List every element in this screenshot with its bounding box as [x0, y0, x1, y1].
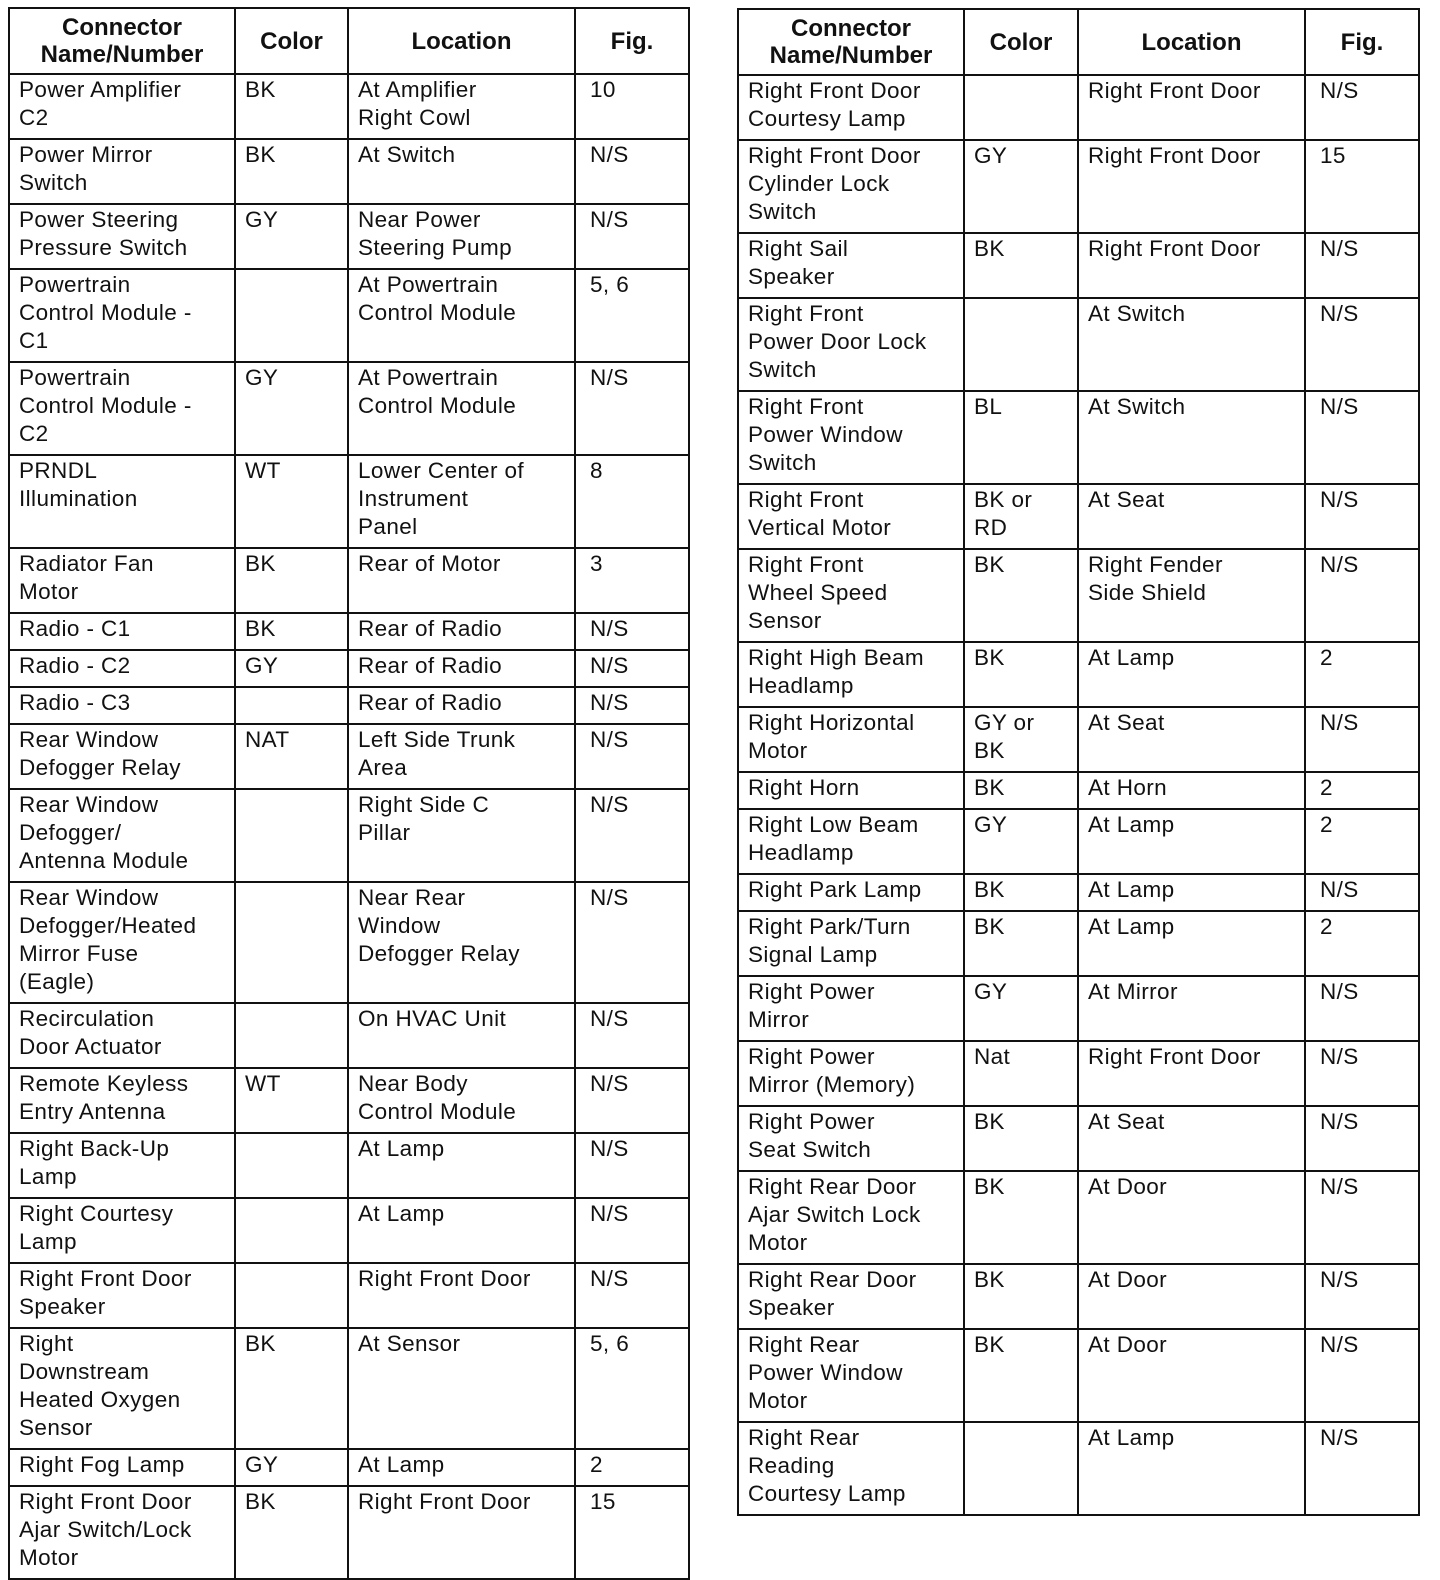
location-cell: Right Side C Pillar	[348, 789, 575, 882]
fig-cell: 2	[1305, 642, 1419, 707]
color-cell: BL	[964, 391, 1078, 484]
connector-name-cell: Right Front Door Speaker	[9, 1263, 235, 1328]
table-row	[9, 882, 689, 1003]
location-cell: Rear of Radio	[348, 687, 575, 724]
connector-name-cell: Radiator Fan Motor	[9, 548, 235, 613]
connector-name-cell: Right Front Power Door Lock Switch	[738, 298, 964, 391]
fig-cell: 5, 6	[575, 1328, 689, 1449]
color-cell	[235, 1263, 348, 1328]
fig-cell: N/S	[1305, 298, 1419, 391]
fig-cell: N/S	[575, 724, 689, 789]
fig-cell: N/S	[575, 789, 689, 882]
table-row	[9, 687, 689, 724]
location-cell: At Switch	[348, 139, 575, 204]
connector-name-cell: Power Amplifier C2	[9, 74, 235, 139]
table-row	[738, 707, 1419, 772]
connector-name-cell: Right Low Beam Headlamp	[738, 809, 964, 874]
location-cell: At Lamp	[1078, 874, 1305, 911]
connector-name-cell: Right Fog Lamp	[9, 1449, 235, 1486]
table-row	[738, 75, 1419, 140]
color-cell: BK	[964, 642, 1078, 707]
table-row	[738, 140, 1419, 233]
location-cell: Rear of Radio	[348, 613, 575, 650]
color-cell	[235, 269, 348, 362]
color-cell: BK	[964, 1171, 1078, 1264]
connector-name-cell: Right Rear Door Ajar Switch Lock Motor	[738, 1171, 964, 1264]
fig-cell: N/S	[1305, 1422, 1419, 1515]
connector-name-cell: PRNDL Illumination	[9, 455, 235, 548]
fig-cell: N/S	[1305, 1041, 1419, 1106]
fig-cell: N/S	[1305, 75, 1419, 140]
location-cell: Right Front Door	[348, 1486, 575, 1579]
table-row	[9, 455, 689, 548]
table-row	[9, 1198, 689, 1263]
connector-name-cell: Right Courtesy Lamp	[9, 1198, 235, 1263]
connector-name-cell: Right Rear Reading Courtesy Lamp	[738, 1422, 964, 1515]
location-cell: At Lamp	[1078, 809, 1305, 874]
color-cell: GY	[235, 650, 348, 687]
color-cell: BK	[964, 911, 1078, 976]
connector-name-cell: Radio - C2	[9, 650, 235, 687]
location-cell: At Switch	[1078, 391, 1305, 484]
connector-table-left	[8, 7, 690, 1580]
table-row	[9, 724, 689, 789]
table-row	[738, 233, 1419, 298]
location-cell: At Mirror	[1078, 976, 1305, 1041]
header-fig: Fig.	[575, 8, 689, 74]
table-row	[738, 976, 1419, 1041]
table-row	[738, 911, 1419, 976]
location-cell: Lower Center of Instrument Panel	[348, 455, 575, 548]
table-row	[738, 1329, 1419, 1422]
fig-cell: N/S	[1305, 233, 1419, 298]
connector-name-cell: Powertrain Control Module - C2	[9, 362, 235, 455]
table-row	[9, 1486, 689, 1579]
color-cell: GY or BK	[964, 707, 1078, 772]
connector-name-cell: Right High Beam Headlamp	[738, 642, 964, 707]
fig-cell: 15	[575, 1486, 689, 1579]
fig-cell: N/S	[575, 1133, 689, 1198]
location-cell: At Lamp	[1078, 1422, 1305, 1515]
location-cell: Left Side Trunk Area	[348, 724, 575, 789]
location-cell: Right Front Door	[348, 1263, 575, 1328]
location-cell: At Lamp	[1078, 911, 1305, 976]
color-cell: BK	[964, 233, 1078, 298]
table-row	[738, 484, 1419, 549]
fig-cell: N/S	[575, 362, 689, 455]
location-cell: At Horn	[1078, 772, 1305, 809]
color-cell	[964, 298, 1078, 391]
color-cell: GY	[235, 204, 348, 269]
table-row	[738, 391, 1419, 484]
table-row	[738, 1264, 1419, 1329]
location-cell: At Lamp	[348, 1449, 575, 1486]
connector-name-cell: Right Front Door Ajar Switch/Lock Motor	[9, 1486, 235, 1579]
fig-cell: 3	[575, 548, 689, 613]
fig-cell: N/S	[575, 139, 689, 204]
connector-name-cell: Right Power Mirror	[738, 976, 964, 1041]
color-cell	[235, 1003, 348, 1068]
table-row	[9, 362, 689, 455]
table-row	[9, 1133, 689, 1198]
fig-cell: 8	[575, 455, 689, 548]
table-row	[738, 1106, 1419, 1171]
connector-name-cell: Rear Window Defogger/ Antenna Module	[9, 789, 235, 882]
table-row	[9, 204, 689, 269]
color-cell: BK	[235, 613, 348, 650]
connector-name-cell: Rear Window Defogger/Heated Mirror Fuse (Eagle)	[9, 882, 235, 1003]
header-location: Location	[1078, 9, 1305, 75]
connector-name-cell: Right Front Wheel Speed Sensor	[738, 549, 964, 642]
location-cell: At Seat	[1078, 484, 1305, 549]
location-cell: At Seat	[1078, 707, 1305, 772]
fig-cell: 2	[1305, 772, 1419, 809]
table-row	[738, 1422, 1419, 1515]
table-row	[738, 642, 1419, 707]
location-cell: Near Rear Window Defogger Relay	[348, 882, 575, 1003]
location-cell: Rear of Radio	[348, 650, 575, 687]
location-cell: Near Power Steering Pump	[348, 204, 575, 269]
color-cell	[964, 1422, 1078, 1515]
connector-name-cell: Right Front Vertical Motor	[738, 484, 964, 549]
color-cell: GY	[235, 1449, 348, 1486]
fig-cell: N/S	[1305, 707, 1419, 772]
fig-cell: N/S	[1305, 484, 1419, 549]
color-cell: BK	[235, 548, 348, 613]
location-cell: At Lamp	[1078, 642, 1305, 707]
color-cell: BK	[235, 1486, 348, 1579]
location-cell: At Powertrain Control Module	[348, 362, 575, 455]
location-cell: Right Fender Side Shield	[1078, 549, 1305, 642]
table-row	[9, 74, 689, 139]
fig-cell: 2	[1305, 809, 1419, 874]
fig-cell: N/S	[575, 1198, 689, 1263]
fig-cell: N/S	[575, 687, 689, 724]
table-row	[738, 874, 1419, 911]
connector-name-cell: Right Front Door Cylinder Lock Switch	[738, 140, 964, 233]
color-cell: BK	[964, 772, 1078, 809]
table-row	[9, 1068, 689, 1133]
location-cell: At Lamp	[348, 1133, 575, 1198]
header-fig: Fig.	[1305, 9, 1419, 75]
connector-name-cell: Right Sail Speaker	[738, 233, 964, 298]
location-cell: At Lamp	[348, 1198, 575, 1263]
table-row	[738, 809, 1419, 874]
connector-name-cell: Right Front Power Window Switch	[738, 391, 964, 484]
color-cell: WT	[235, 1068, 348, 1133]
fig-cell: N/S	[575, 613, 689, 650]
location-cell: Right Front Door	[1078, 233, 1305, 298]
fig-cell: N/S	[575, 1263, 689, 1328]
fig-cell: N/S	[1305, 976, 1419, 1041]
color-cell: NAT	[235, 724, 348, 789]
fig-cell: N/S	[575, 204, 689, 269]
fig-cell: N/S	[1305, 1329, 1419, 1422]
table-body-right	[738, 75, 1419, 1515]
connector-name-cell: Right Rear Door Speaker	[738, 1264, 964, 1329]
table-row	[9, 548, 689, 613]
fig-cell: 5, 6	[575, 269, 689, 362]
table-row	[9, 269, 689, 362]
table-row	[738, 298, 1419, 391]
location-cell: Rear of Motor	[348, 548, 575, 613]
connector-table-right	[737, 8, 1420, 1516]
color-cell: BK	[235, 139, 348, 204]
connector-name-cell: Power Mirror Switch	[9, 139, 235, 204]
fig-cell: N/S	[1305, 549, 1419, 642]
fig-cell: N/S	[1305, 1171, 1419, 1264]
connector-name-cell: Right Front Door Courtesy Lamp	[738, 75, 964, 140]
color-cell: BK	[235, 74, 348, 139]
table-row	[738, 1171, 1419, 1264]
location-cell: At Seat	[1078, 1106, 1305, 1171]
table-header-row	[9, 8, 689, 74]
connector-name-cell: Right Park Lamp	[738, 874, 964, 911]
color-cell: GY	[964, 809, 1078, 874]
connector-name-cell: Right Horn	[738, 772, 964, 809]
connector-name-cell: Recirculation Door Actuator	[9, 1003, 235, 1068]
fig-cell: 2	[1305, 911, 1419, 976]
color-cell: GY	[964, 140, 1078, 233]
table-row	[9, 1263, 689, 1328]
table-row	[9, 139, 689, 204]
header-color: Color	[235, 8, 348, 74]
location-cell: At Sensor	[348, 1328, 575, 1449]
connector-name-cell: Right Rear Power Window Motor	[738, 1329, 964, 1422]
fig-cell: N/S	[1305, 1106, 1419, 1171]
connector-name-cell: Remote Keyless Entry Antenna	[9, 1068, 235, 1133]
header-location: Location	[348, 8, 575, 74]
table-row	[738, 549, 1419, 642]
connector-name-cell: Right Back-Up Lamp	[9, 1133, 235, 1198]
fig-cell: 15	[1305, 140, 1419, 233]
color-cell	[235, 687, 348, 724]
color-cell	[235, 1198, 348, 1263]
connector-name-cell: Powertrain Control Module - C1	[9, 269, 235, 362]
color-cell	[235, 882, 348, 1003]
table-row	[738, 772, 1419, 809]
color-cell	[964, 75, 1078, 140]
fig-cell: N/S	[1305, 874, 1419, 911]
location-cell: At Door	[1078, 1264, 1305, 1329]
color-cell: GY	[235, 362, 348, 455]
color-cell: BK	[964, 549, 1078, 642]
location-cell: Right Front Door	[1078, 1041, 1305, 1106]
connector-name-cell: Rear Window Defogger Relay	[9, 724, 235, 789]
connector-name-cell: Radio - C1	[9, 613, 235, 650]
table-body-left	[9, 74, 689, 1579]
location-cell: At Amplifier Right Cowl	[348, 74, 575, 139]
connector-name-cell: Right Horizontal Motor	[738, 707, 964, 772]
location-cell: At Door	[1078, 1171, 1305, 1264]
fig-cell: 10	[575, 74, 689, 139]
color-cell: BK	[964, 874, 1078, 911]
fig-cell: N/S	[575, 650, 689, 687]
table-row	[9, 1328, 689, 1449]
location-cell: Right Front Door	[1078, 140, 1305, 233]
location-cell: Right Front Door	[1078, 75, 1305, 140]
fig-cell: N/S	[575, 1003, 689, 1068]
header-connector-name: Connector Name/Number	[738, 9, 964, 75]
table-row	[9, 613, 689, 650]
fig-cell: N/S	[1305, 1264, 1419, 1329]
table-row	[9, 789, 689, 882]
connector-name-cell: Radio - C3	[9, 687, 235, 724]
header-connector-name: Connector Name/Number	[9, 8, 235, 74]
connector-name-cell: Right Power Mirror (Memory)	[738, 1041, 964, 1106]
location-cell: On HVAC Unit	[348, 1003, 575, 1068]
header-color: Color	[964, 9, 1078, 75]
color-cell	[235, 789, 348, 882]
fig-cell: N/S	[575, 1068, 689, 1133]
table-row	[9, 1449, 689, 1486]
connector-name-cell: Power Steering Pressure Switch	[9, 204, 235, 269]
connector-name-cell: Right Power Seat Switch	[738, 1106, 964, 1171]
connector-name-cell: Right Downstream Heated Oxygen Sensor	[9, 1328, 235, 1449]
table-row	[9, 1003, 689, 1068]
connector-name-cell: Right Park/Turn Signal Lamp	[738, 911, 964, 976]
fig-cell: N/S	[575, 882, 689, 1003]
color-cell: BK	[964, 1329, 1078, 1422]
color-cell	[235, 1133, 348, 1198]
color-cell: Nat	[964, 1041, 1078, 1106]
location-cell: At Door	[1078, 1329, 1305, 1422]
color-cell: GY	[964, 976, 1078, 1041]
table-header-row	[738, 9, 1419, 75]
color-cell: WT	[235, 455, 348, 548]
color-cell: BK	[235, 1328, 348, 1449]
table-row	[738, 1041, 1419, 1106]
location-cell: At Switch	[1078, 298, 1305, 391]
color-cell: BK or RD	[964, 484, 1078, 549]
table-row	[9, 650, 689, 687]
fig-cell: N/S	[1305, 391, 1419, 484]
location-cell: Near Body Control Module	[348, 1068, 575, 1133]
color-cell: BK	[964, 1106, 1078, 1171]
color-cell: BK	[964, 1264, 1078, 1329]
fig-cell: 2	[575, 1449, 689, 1486]
location-cell: At Powertrain Control Module	[348, 269, 575, 362]
